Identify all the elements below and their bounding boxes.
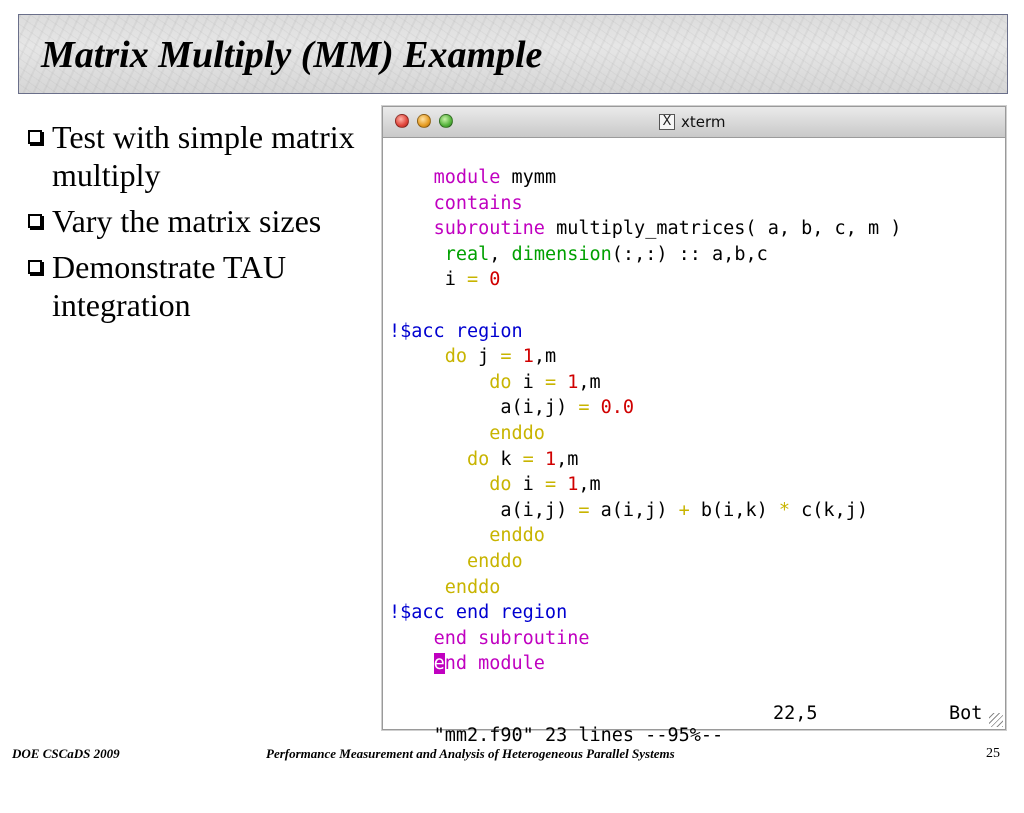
code-token	[389, 653, 434, 674]
status-cursor-position: 22,5	[773, 703, 818, 724]
code-line	[389, 191, 999, 217]
code-token: dimension	[511, 243, 612, 265]
resize-grip-icon[interactable]	[989, 713, 1003, 727]
code-token: ,m	[556, 448, 579, 470]
code-token: mymm	[500, 167, 557, 188]
code-token: 1	[567, 474, 579, 496]
code-token: nd module	[444, 653, 545, 675]
code-token: !$acc end region	[389, 602, 568, 624]
page-number: 25	[986, 746, 1000, 761]
code-token: =	[500, 346, 512, 368]
code-line	[389, 472, 999, 498]
code-token	[389, 525, 489, 546]
code-token	[512, 346, 523, 367]
footer-talk-title: Performance Measurement and Analysis of Heterogeneous Parallel Systems	[266, 746, 675, 761]
status-scroll-position: Bot	[949, 703, 983, 724]
code-token: real	[444, 243, 490, 265]
code-token	[389, 474, 489, 495]
code-editor[interactable]	[389, 165, 999, 677]
code-token	[389, 628, 434, 649]
cursor-token: e	[433, 653, 445, 675]
code-token	[556, 474, 567, 495]
code-token: module	[433, 167, 501, 188]
checkbox-bullet-icon	[28, 260, 42, 274]
code-token	[590, 397, 601, 418]
code-line	[389, 421, 999, 447]
code-token	[389, 449, 467, 470]
code-token	[389, 244, 445, 265]
code-token: end subroutine	[433, 627, 590, 649]
code-line	[389, 165, 999, 191]
zoom-window-icon[interactable]	[439, 114, 453, 128]
window-title: xterm	[681, 113, 726, 131]
bullet-item	[28, 248, 368, 324]
code-token: do	[489, 474, 512, 496]
code-token	[389, 193, 434, 214]
code-token	[389, 346, 445, 367]
slide-footer	[0, 746, 1024, 766]
code-token: *	[778, 499, 790, 521]
bullet-list	[28, 118, 368, 332]
x11-icon: X	[659, 114, 675, 130]
code-line	[389, 344, 999, 370]
code-token: i	[511, 371, 545, 393]
code-token	[389, 423, 489, 444]
xterm-window[interactable]	[382, 106, 1006, 746]
bullet-item	[28, 202, 368, 240]
code-token	[478, 269, 489, 290]
code-token: =	[578, 499, 590, 521]
code-line	[389, 395, 999, 421]
code-token: =	[544, 474, 557, 496]
code-token: (:,:) :: a,b,c	[611, 243, 768, 265]
code-token	[389, 218, 434, 239]
code-token: 0	[489, 269, 501, 291]
xterm-titlebar[interactable]	[383, 107, 1005, 138]
code-line	[389, 651, 999, 677]
code-token: 1	[544, 448, 557, 470]
bullet-text: Test with simple matrix multiply	[52, 119, 355, 193]
code-line	[389, 575, 999, 601]
code-token: enddo	[489, 422, 545, 444]
code-token: enddo	[444, 576, 501, 598]
code-token: 0.0	[600, 397, 635, 419]
code-token: k	[489, 448, 523, 470]
code-token: enddo	[489, 525, 545, 547]
code-line	[389, 370, 999, 396]
code-token: i	[511, 474, 545, 496]
code-line	[389, 242, 999, 268]
code-token	[556, 372, 567, 393]
checkbox-bullet-icon	[28, 214, 42, 228]
code-token: =	[578, 397, 590, 419]
code-token	[389, 551, 467, 572]
code-token: contains	[433, 192, 523, 214]
code-line	[389, 600, 999, 626]
code-token: do	[444, 346, 467, 368]
code-token: c(k,j)	[790, 499, 868, 521]
code-line	[389, 498, 999, 524]
code-line	[389, 549, 999, 575]
minimize-window-icon[interactable]	[417, 114, 431, 128]
code-token: =	[522, 448, 534, 470]
code-token: ,m	[578, 371, 601, 393]
code-token: enddo	[466, 550, 523, 572]
code-token	[534, 449, 545, 470]
code-token: a(i,j)	[589, 499, 679, 521]
checkbox-bullet-icon	[28, 130, 42, 144]
code-token: a(i,j)	[389, 499, 579, 521]
code-token: !$acc region	[389, 320, 523, 342]
slide-title: Matrix Multiply (MM) Example	[41, 34, 543, 76]
code-token: =	[544, 371, 557, 393]
code-token: a(i,j)	[389, 397, 579, 419]
code-token: subroutine	[433, 218, 545, 240]
code-line	[389, 319, 999, 345]
code-token: =	[466, 269, 479, 291]
bullet-text: Vary the matrix sizes	[52, 203, 322, 239]
code-token: ,	[489, 243, 512, 265]
code-token: j	[466, 346, 501, 368]
code-token: 1	[522, 346, 534, 368]
bullet-text: Demonstrate TAU integration	[52, 249, 287, 323]
code-token: b(i,k)	[689, 499, 779, 521]
code-token	[389, 577, 445, 598]
code-token: ,m	[578, 474, 601, 496]
code-token: ,m	[533, 346, 557, 368]
bullet-item	[28, 118, 368, 194]
status-file-info: "mm2.f90" 23 lines --95%--	[433, 725, 724, 746]
slide-title-bar	[18, 14, 1008, 94]
code-line	[389, 293, 999, 319]
code-token	[389, 167, 434, 188]
code-token: multiply_matrices( a, b, c, m )	[544, 218, 902, 240]
close-window-icon[interactable]	[395, 114, 409, 128]
code-line	[389, 626, 999, 652]
footer-conference: DOE CSCaDS 2009	[12, 746, 120, 761]
code-line	[389, 216, 999, 242]
code-token: +	[678, 499, 690, 521]
code-token: 1	[567, 371, 579, 393]
code-line	[389, 267, 999, 293]
code-token: i	[389, 269, 467, 291]
code-line	[389, 447, 999, 473]
code-token: do	[466, 448, 490, 470]
code-token	[389, 372, 489, 393]
code-token: do	[489, 371, 512, 393]
code-line	[389, 523, 999, 549]
